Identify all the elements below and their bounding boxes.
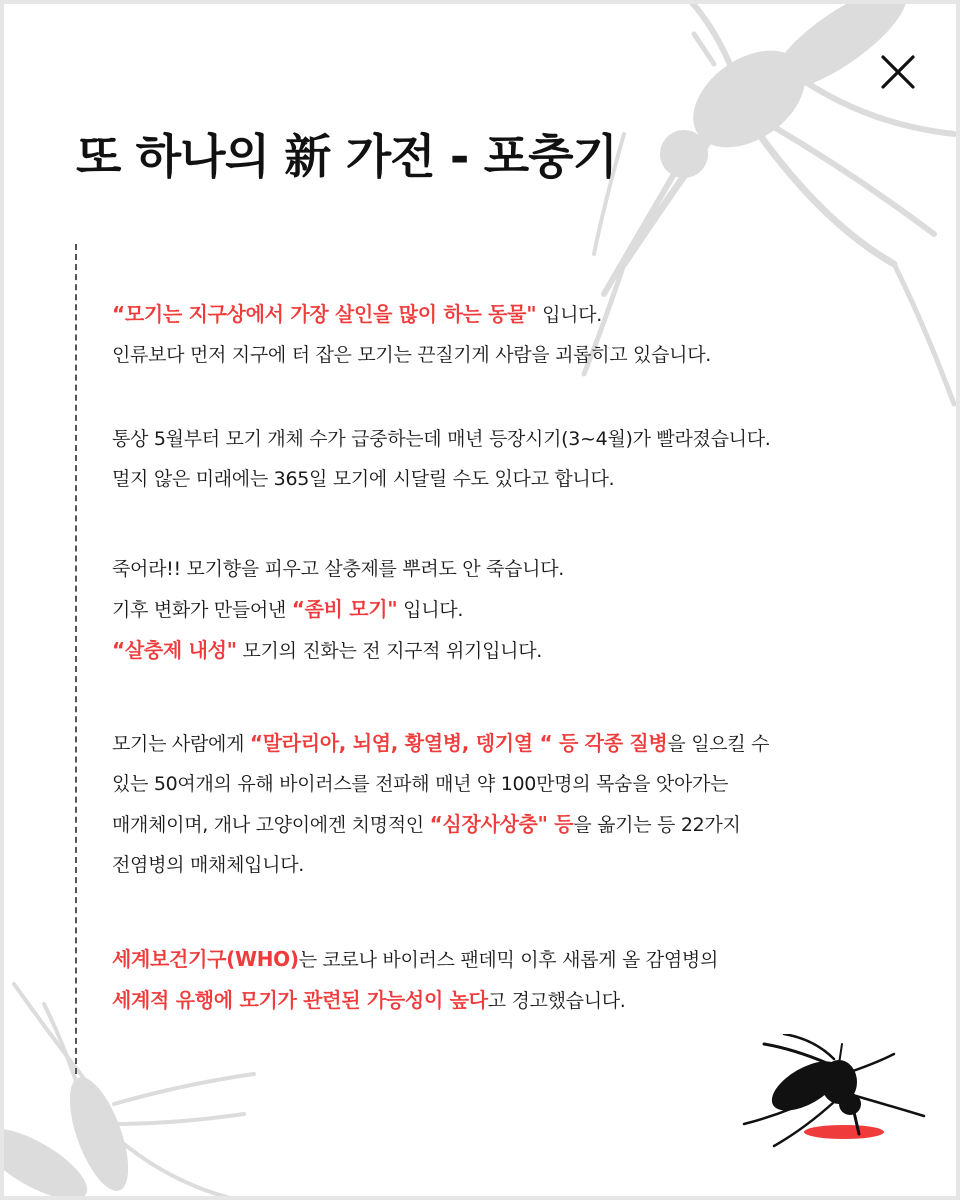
highlight-text: “모기는 지구상에서 가장 살인을 많이 하는 동물" bbox=[112, 302, 537, 326]
text-line: 멀지 않은 미래에는 365일 모기에 시달릴 수도 있다고 합니다. bbox=[112, 468, 615, 490]
body-text: 모기는 사람에게 bbox=[112, 733, 250, 755]
text-line bbox=[112, 939, 902, 980]
body-text: 입니다. bbox=[536, 304, 602, 326]
close-icon bbox=[878, 52, 918, 92]
highlight-text: “살충제 내성" bbox=[112, 638, 237, 662]
highlight-text: “심장사상충" 등 bbox=[429, 812, 574, 836]
article-body bbox=[112, 294, 902, 1021]
highlight-text: 세계보건기구(WHO) bbox=[112, 947, 299, 971]
close-button[interactable] bbox=[878, 52, 918, 92]
text-line: 죽어라!! 모기향을 피우고 살충제를 뿌려도 안 죽습니다. bbox=[112, 558, 564, 580]
paragraph-1 bbox=[112, 294, 902, 375]
highlight-text: “말라리아, 뇌염, 황열병, 뎅기열 “ 등 각종 질병 bbox=[249, 731, 668, 755]
body-text: 기후 변화가 만들어낸 bbox=[112, 599, 292, 621]
paragraph-5 bbox=[112, 939, 902, 1021]
text-line: 있는 50여개의 유해 바이러스를 전파해 매년 약 100만명의 목숨을 앗아가는 bbox=[112, 773, 729, 795]
text-line bbox=[112, 723, 902, 764]
body-text: 을 옮기는 등 22가지 bbox=[573, 814, 741, 836]
body-text: 는 코로나 바이러스 팬데믹 이후 새롭게 올 감염병의 bbox=[298, 949, 719, 971]
highlight-text: 세계적 유행에 모기가 관련된 가능성이 높다 bbox=[112, 988, 488, 1012]
body-text: 고 경고했습니다. bbox=[487, 990, 626, 1012]
text-line: 전염병의 매채체입니다. bbox=[112, 854, 305, 876]
paragraph-2 bbox=[112, 419, 902, 499]
paragraph-4 bbox=[112, 723, 902, 885]
paragraph-3 bbox=[112, 549, 902, 671]
page-title: 또 하나의 新 가전 - 포충기 bbox=[76, 130, 617, 185]
text-line bbox=[112, 630, 902, 671]
text-line bbox=[112, 589, 902, 630]
dashed-divider bbox=[75, 244, 77, 1074]
mosquito-icon bbox=[724, 1034, 934, 1154]
text-line bbox=[112, 294, 902, 335]
text-line bbox=[112, 980, 902, 1021]
body-text: 입니다. bbox=[397, 599, 464, 621]
text-line: 통상 5월부터 모기 개체 수가 급중하는데 매년 등장시기(3~4월)가 빨라졌습니다. bbox=[112, 428, 771, 450]
text-line: 인류보다 먼저 지구에 터 잡은 모기는 끈질기게 사람을 괴롭히고 있습니다. bbox=[112, 344, 712, 366]
text-line bbox=[112, 804, 902, 845]
body-text: 을 일으킬 수 bbox=[667, 733, 770, 755]
highlight-text: “좀비 모기" bbox=[291, 597, 398, 621]
body-text: 매개체이며, 개나 고양이에겐 치명적인 bbox=[112, 814, 430, 836]
body-text: 모기의 진화는 전 지구적 위기입니다. bbox=[236, 640, 542, 662]
